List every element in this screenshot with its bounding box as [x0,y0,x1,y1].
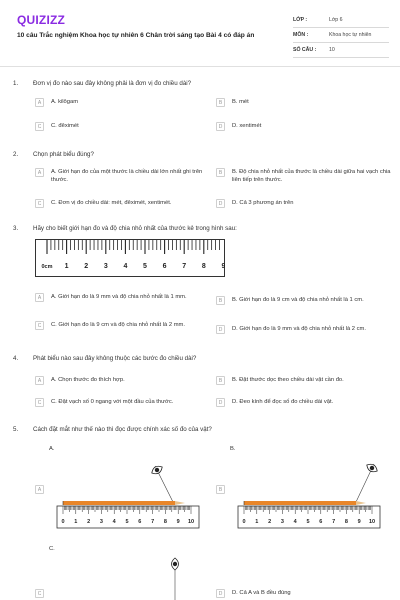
option-checkbox[interactable]: B [216,485,225,494]
option-checkbox[interactable]: D [216,199,225,208]
option-checkbox[interactable]: D [216,398,225,407]
eye-ruler-image-c [53,554,203,600]
ruler-label: 2 [84,263,89,270]
option-checkbox[interactable]: B [216,296,225,305]
option-d[interactable] [216,589,396,598]
option-text: B. Độ chia nhỏ nhất của thước là chiều dài giữa hai vạch chia liên tiếp trên thước. [232,169,391,183]
option-checkbox[interactable]: D [216,122,225,131]
meta-table [293,13,389,58]
question-number: 5. [13,426,19,433]
question-number: 3. [13,225,19,232]
option-text: C. đêximét [51,123,79,129]
image-label-c: C. [49,546,55,552]
question-text: Cách đặt mắt như thế nào thì đọc được chính xác số đo của vật? [33,426,212,433]
option-text: C. Đơn vị đo chiều dài: mét, đêximét, xentimét. [51,200,172,206]
ruler-label: 9 [176,519,180,525]
option-b[interactable] [216,376,396,385]
option-b[interactable] [216,168,391,184]
question-text: Chọn phát biểu đúng? [33,151,94,158]
ruler-label: 3 [280,519,284,525]
image-label-a: A. [49,446,55,452]
ruler-label: 7 [151,519,155,525]
ruler-label: 0 [61,519,65,525]
ruler-label: 9 [357,519,361,525]
ruler-label: 6 [162,263,167,270]
option-checkbox[interactable]: C [35,589,44,598]
ruler-label: 1 [255,519,259,525]
option-checkbox[interactable]: A [35,293,44,302]
eye-ruler-image-b [234,454,384,534]
option-a[interactable] [35,168,210,184]
eye-ruler-image-a [53,454,203,534]
pencil [244,501,356,505]
question-2 [13,151,391,221]
option-text: D. Cả A và B đều đúng [232,590,291,596]
option-text: B. Giới hạn đo là 9 cm và độ chia nhỏ nhất là 1 cm. [232,297,364,303]
meta-key: SỐ CÂU : [293,47,317,53]
question-5 [13,426,391,600]
option-checkbox[interactable]: C [35,199,44,208]
document-title: 10 câu Trắc nghiệm Khoa học tự nhiên 6 Chân trời sáng tạo Bài 4 có đáp án [17,32,255,39]
option-checkbox[interactable]: C [35,321,44,330]
question-1 [13,80,391,140]
option-text: C. Đặt vạch số 0 ngang với một đầu của thước. [51,399,174,405]
quizizz-logo: QUIZIZZ [17,13,66,27]
ruler-label: 8 [344,519,348,525]
question-text: Đơn vị đo nào sau đây không phải là đơn vị đo chiều dài? [33,80,192,87]
option-text: D. xentimét [232,123,262,129]
meta-value: 10 [329,47,335,53]
ruler-label: 10 [187,519,195,525]
ruler-label: 6 [319,519,323,525]
option-text: B. mét [232,99,249,105]
ruler-label: 2 [87,519,91,525]
option-checkbox[interactable]: C [35,122,44,131]
question-number: 2. [13,151,19,158]
meta-row-subject [293,28,389,43]
option-c[interactable] [35,122,205,131]
pencil [63,501,175,505]
eye-icon [365,462,379,474]
option-a[interactable] [35,98,205,107]
ruler-label: 4 [123,263,128,270]
option-text: A. kilôgam [51,99,79,105]
option-b[interactable] [216,296,396,305]
ruler-label: 0 [242,519,246,525]
option-text: A. Giới hạn đo của một thước là chiều dài lớn nhất ghi trên thước. [51,169,203,183]
option-a[interactable] [35,376,210,385]
ruler-label: 7 [182,263,187,270]
option-text: A. Chọn thước đo thích hợp. [51,377,125,383]
ruler-image [35,239,225,279]
meta-key: LỚP : [293,17,308,23]
pencil-tip [175,501,185,505]
option-text: D. Giới hạn đo là 9 mm và độ chia nhỏ nhất là 2 cm. [232,326,366,332]
question-number: 4. [13,355,19,362]
ruler-label: 3 [103,263,108,270]
option-b[interactable] [216,98,386,107]
option-checkbox[interactable]: A [35,485,44,494]
question-text: Phát biểu nào sau đây không thuộc các bước đo chiều dài? [33,355,197,362]
option-text: D. Cả 3 phương án trên [232,200,294,206]
document-header [0,0,400,66]
option-text: A. Giới hạn đo là 9 mm và độ chia nhỏ nhất là 1 mm. [51,294,187,300]
option-text: D. Đeo kính để đọc số đo chiều dài vật. [232,399,334,405]
ruler-label: 1 [64,263,69,270]
ruler-label: 10 [368,519,376,525]
meta-row-grade [293,13,389,28]
option-checkbox[interactable]: A [35,376,44,385]
option-checkbox[interactable]: D [216,325,225,334]
ruler-label: 6 [138,519,142,525]
option-c[interactable] [35,589,47,598]
question-text: Hãy cho biết giới hạn đo và độ chia nhỏ nhất của thước kẻ trong hình sau: [33,225,237,232]
option-c[interactable] [35,199,210,208]
option-d[interactable] [216,398,396,407]
ruler-label: 5 [143,263,147,270]
option-d[interactable] [216,199,391,208]
question-4 [13,355,391,415]
eye-icon [172,558,179,570]
option-checkbox[interactable]: B [216,376,225,385]
ruler-label: 7 [332,519,336,525]
option-checkbox[interactable]: C [35,398,44,407]
ruler-label: 4 [293,519,297,525]
option-c[interactable] [35,321,210,330]
header-divider [0,66,400,67]
ruler-label: 8 [163,519,167,525]
ruler-label: 9 [221,263,225,270]
meta-row-count [293,43,389,58]
option-checkbox[interactable]: A [35,98,44,107]
option-checkbox[interactable]: B [216,168,225,177]
ruler-label: 2 [268,519,272,525]
ruler-label: 8 [201,263,206,270]
pencil-tip [356,501,366,505]
image-label-b: B. [230,446,236,452]
option-text: C. Giới hạn đo là 9 cm và độ chia nhỏ nhất là 2 mm. [51,322,185,328]
option-c[interactable] [35,398,215,407]
ruler-label: 5 [125,519,129,525]
ruler-label: 1 [74,519,78,525]
option-b[interactable] [216,485,228,494]
option-a[interactable] [35,485,47,494]
ruler-label: 4 [112,519,116,525]
question-number: 1. [13,80,19,87]
option-d[interactable] [216,122,386,131]
meta-value: Khoa học tự nhiên [329,32,372,38]
option-checkbox[interactable]: A [35,168,44,177]
eye-icon [150,464,164,476]
meta-key: MÔN : [293,32,309,38]
ruler-label: 0cm [41,264,53,270]
option-checkbox[interactable]: B [216,98,225,107]
question-3 [13,225,391,345]
ruler-label: 3 [99,519,103,525]
option-a[interactable] [35,293,210,302]
option-d[interactable] [216,325,396,334]
ruler-label: 5 [306,519,310,525]
option-text: B. Đặt thước dọc theo chiều dài vật cần đo. [232,377,344,383]
option-checkbox[interactable]: D [216,589,225,598]
meta-value: Lớp 6 [329,17,343,23]
